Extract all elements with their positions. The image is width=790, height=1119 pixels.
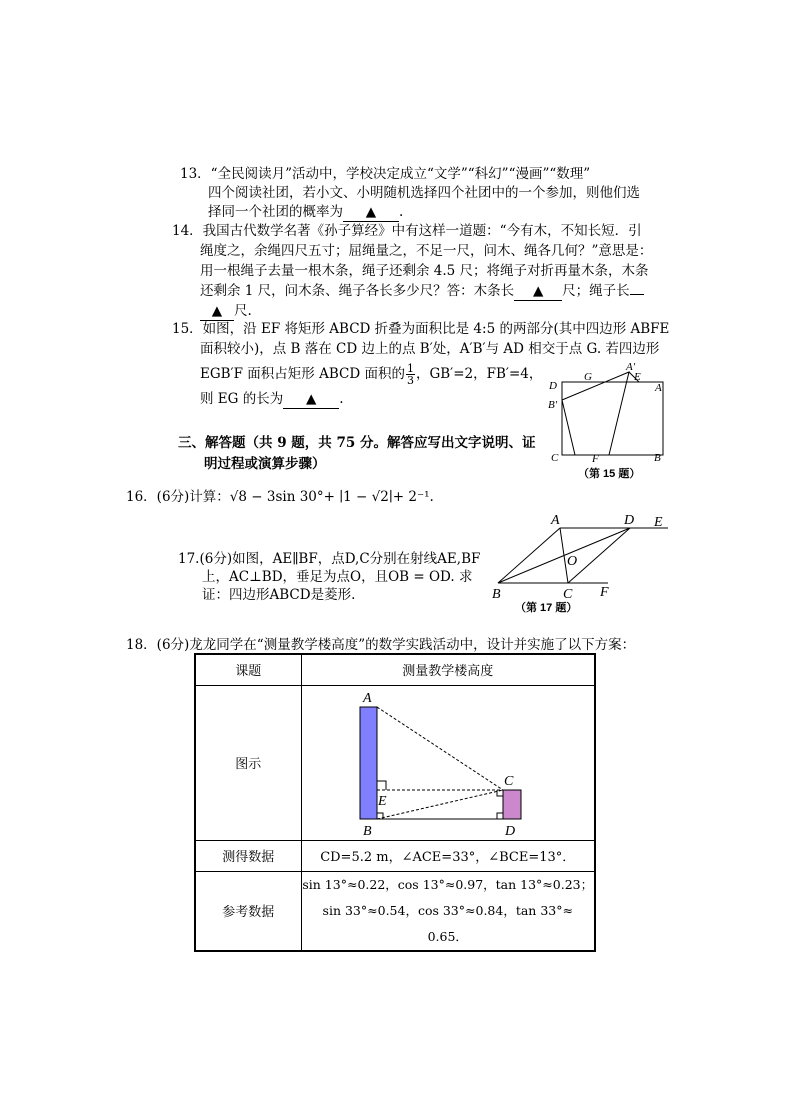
- row1-value: 测量教学楼高度: [301, 654, 595, 685]
- fig17-label-o: O: [567, 554, 578, 569]
- fig18-label-a: A: [362, 690, 372, 706]
- fig15-label-c: C: [551, 452, 559, 464]
- fig17-label-c: C: [563, 587, 573, 602]
- q17-line3: 证：四边形ABCD是菱形.: [202, 587, 356, 603]
- fig15-label-d: D: [549, 380, 557, 392]
- fig18-label-b: B: [362, 823, 372, 839]
- row2-label: 图示: [195, 685, 301, 840]
- fig17-label-e: E: [654, 515, 663, 530]
- fig15-label-b: B: [654, 452, 661, 464]
- fig15-label-bprime: B′: [548, 399, 558, 411]
- q17-line1: 17.(6分)如图，AE∥BF，点D,C分别在射线AE,BF: [178, 551, 481, 567]
- q15-answer-blank[interactable]: ▲: [283, 390, 339, 409]
- table-row: [195, 840, 595, 871]
- fig18-label-c: C: [503, 773, 513, 789]
- q18-text: 18．(6分)龙龙同学在“测量教学楼高度”的数学实践活动中，设计并实施了以下方案：: [126, 637, 636, 653]
- row2-diagram-cell: [301, 685, 595, 840]
- q14-line4: 还剩余 1 尺，问木条、绳子各长多少尺？答：木条长 ▲ 尺；绳子长: [200, 282, 644, 301]
- q14-line2: 绳度之，余绳四尺五寸；屈绳量之，不足一尺，问木、绳各几何？”意思是：: [200, 243, 653, 259]
- q14-line3: 用一根绳子去量一根木条，绳子还剩余 4.5 尺；将绳子对折再量木条，木条: [200, 263, 649, 279]
- row4-line3: 0.65．: [427, 928, 468, 944]
- q17-line2: 上，AC⊥BD，垂足为点O，且OB = OD. 求: [202, 569, 473, 585]
- row4-label: 参考数据: [195, 871, 301, 951]
- row3-label: 测得数据: [195, 840, 301, 871]
- row4-value: [301, 871, 595, 951]
- fig17-label-f: F: [600, 585, 609, 600]
- row1-label: 课题: [195, 654, 301, 685]
- figure-17: [488, 510, 678, 605]
- q14-blank-rope[interactable]: ▲: [200, 302, 234, 321]
- fig15-label-a: A: [655, 382, 662, 394]
- q14-blank-wood[interactable]: ▲: [514, 282, 562, 301]
- fig15-label-e: E: [634, 371, 641, 383]
- q15-line1: 15．如图，沿 EF 将矩形 ABCD 折叠为面积比是 4:5 的两部分(其中四边形 ABFE: [172, 321, 670, 337]
- q15-line3: EGB′F 面积占矩形 ABCD 面积的 $\frac{1}{3}$ ，GB′=2，FB′=4，: [200, 362, 543, 387]
- q15-fraction: $\frac{1}{3}$: [406, 362, 414, 387]
- fig17-label-a: A: [551, 513, 560, 528]
- q18-plan-table: [194, 653, 596, 952]
- q13-line3: 择同一个社团的概率为 ▲ .: [208, 204, 404, 220]
- q14-line5: ▲ 尺.: [200, 302, 252, 321]
- q15-line4: 则 EG 的长为 ▲ .: [200, 391, 344, 407]
- table-row: [195, 685, 595, 840]
- fig15-label-aprime: A′: [626, 361, 636, 373]
- table-row: [195, 871, 595, 951]
- table-row: [195, 654, 595, 685]
- q14-blank-rope-start: [630, 294, 644, 295]
- fig17-caption: （第 17 题）: [515, 602, 578, 614]
- q13-line2: 四个阅读社团，若小文、小明随机选择四个社团中的一个参加，则他们选: [208, 185, 640, 201]
- fig18-label-e: E: [377, 793, 387, 809]
- section3-heading-line1: 三、解答题（共 9 题，共 75 分。解答应写出文字说明、证: [178, 435, 536, 451]
- row4-line2: sin 33°≈0.54，cos 33°≈0.84，tan 33°≈: [322, 902, 573, 918]
- fig18-label-d: D: [504, 823, 515, 839]
- fig15-label-g: G: [584, 371, 592, 383]
- fig15-label-f: F: [592, 453, 599, 465]
- fig15-caption: （第 15 题）: [578, 468, 641, 480]
- q15-line2: 面积较小)，点 B 落在 CD 边上的点 B′处，A′B′与 AD 相交于点 G. 若四边形: [200, 341, 660, 357]
- q13-line1: 13．“全民阅读月”活动中，学校决定成立“文学”“科幻”“漫画”“数理”: [180, 166, 591, 182]
- fig17-label-d: D: [624, 513, 635, 528]
- row3-value: CD=5.2 m，∠ACE=33°，∠BCE=13°．: [301, 840, 595, 871]
- figure-18: [302, 687, 594, 839]
- row4-line1: sin 13°≈0.22，cos 13°≈0.97，tan 13°≈0.23；: [302, 876, 594, 892]
- pole-rect: [503, 790, 521, 819]
- section3-heading-line2: 明过程或演算步骤）: [204, 456, 326, 472]
- q16-text: 16．(6分)计算：√8 − 3sin 30°+ ∣1 − √2∣+ 2⁻¹.: [126, 489, 434, 505]
- q14-line1: 14．我国古代数学名著《孙子算经》中有这样一道题：“今有木，不知长短．引: [172, 223, 642, 239]
- fig17-label-b: B: [492, 587, 501, 602]
- q13-answer-blank[interactable]: ▲: [343, 203, 399, 222]
- building-rect: [360, 707, 377, 819]
